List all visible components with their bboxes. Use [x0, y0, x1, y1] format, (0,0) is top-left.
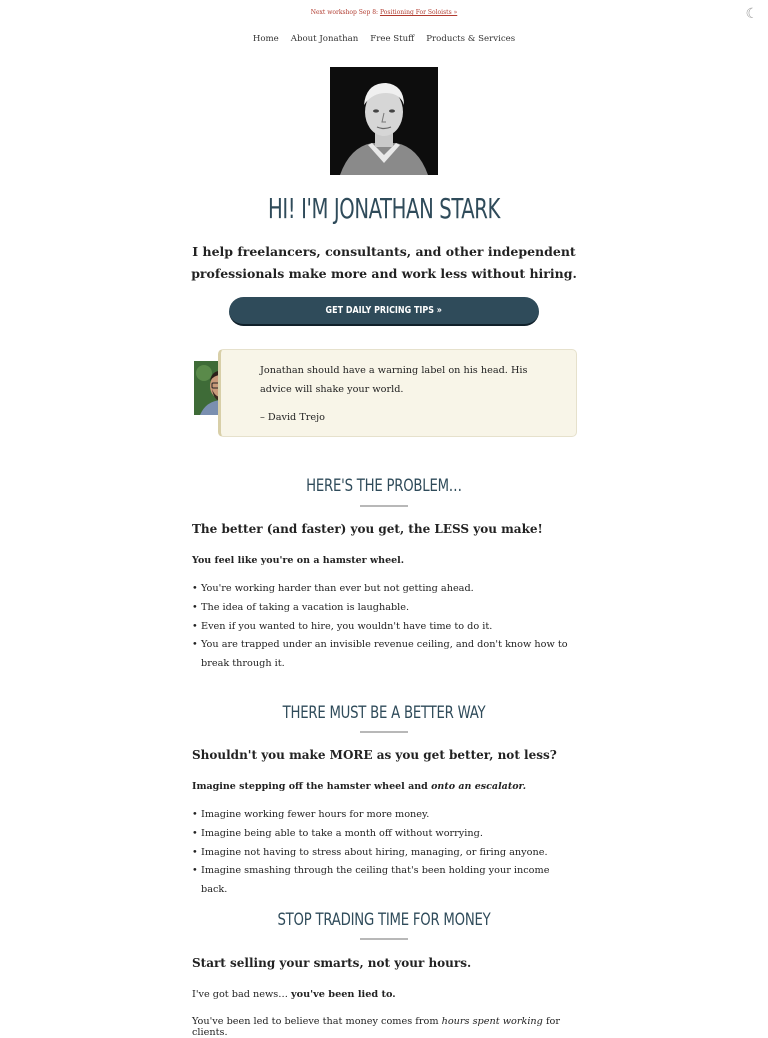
section-title-better-way: THERE MUST BE A BETTER WAY	[282, 703, 486, 723]
para-text: I've got bad news…	[192, 989, 292, 1000]
section-divider	[360, 938, 408, 940]
moon-icon[interactable]: ☾	[745, 6, 758, 22]
pricing-tips-button[interactable]	[229, 297, 539, 326]
list-item: • The idea of taking a vacation is laughable.	[192, 599, 572, 618]
lead-text: Imagine stepping off the hamster wheel and	[192, 781, 432, 792]
workshop-link[interactable]: Positioning For Soloists »	[379, 9, 458, 16]
section-divider	[360, 731, 408, 733]
para-tail: for clients.	[192, 1016, 561, 1038]
testimonial-card	[218, 349, 577, 437]
section-title-stop-trading: STOP TRADING TIME FOR MONEY	[277, 910, 491, 930]
better-way-list	[192, 806, 572, 900]
list-item: • Imagine not having to stress about hiring, managing, or firing anyone.	[192, 844, 572, 863]
problem-list	[192, 580, 572, 674]
problem-lead: You feel like you're on a hamster wheel.	[192, 555, 405, 566]
para-bold: you've been lied to.	[291, 989, 396, 1000]
nav-item-free-stuff[interactable]: Free Stuff	[370, 34, 415, 44]
announcement-bar	[0, 9, 768, 16]
section-title-problem: HERE'S THE PROBLEM…	[306, 476, 462, 496]
better-way-heading: Shouldn't you make MORE as you get better, not less?	[192, 748, 557, 762]
bad-news-paragraph	[192, 989, 572, 1000]
announcement-text: Next workshop Sep 8:	[310, 9, 380, 16]
problem-heading: The better (and faster) you get, the LESS you make!	[192, 522, 543, 536]
better-way-lead	[192, 781, 526, 792]
stop-trading-heading: Start selling your smarts, not your hours.	[192, 956, 472, 970]
main-nav	[0, 34, 768, 44]
money-paragraph	[192, 1016, 572, 1038]
testimonial-author: – David Trejo	[260, 412, 325, 423]
list-item: • Imagine being able to take a month off without worrying.	[192, 825, 572, 844]
testimonial-quote: Jonathan should have a warning label on his head. His advice will shake your world.	[260, 365, 528, 395]
lead-emphasis: onto an escalator.	[431, 781, 527, 792]
list-item: • Even if you wanted to hire, you wouldn't have time to do it.	[192, 618, 572, 637]
section-divider	[360, 505, 408, 507]
list-item: • You're working harder than ever but not getting ahead.	[192, 580, 572, 599]
cta-label: GET DAILY PRICING TIPS »	[325, 305, 443, 316]
list-item: • Imagine smashing through the ceiling that's been holding your income back.	[192, 862, 572, 900]
nav-item-products[interactable]: Products & Services	[426, 34, 516, 44]
nav-item-home[interactable]: Home	[252, 34, 279, 44]
list-item: • You are trapped under an invisible revenue ceiling, and don't know how to break through it.	[192, 636, 572, 674]
hero-title: HI! I'M JONATHAN STARK	[267, 192, 501, 225]
nav-item-about[interactable]: About Jonathan	[290, 34, 359, 44]
para-emphasis: hours spent working	[441, 1016, 543, 1027]
para-text: You've been led to believe that money comes from	[192, 1016, 442, 1027]
profile-photo	[330, 67, 438, 175]
hero-subtitle: I help freelancers, consultants, and other independent professionals make more and work less without hiring.	[191, 244, 577, 281]
list-item: • Imagine working fewer hours for more money.	[192, 806, 572, 825]
